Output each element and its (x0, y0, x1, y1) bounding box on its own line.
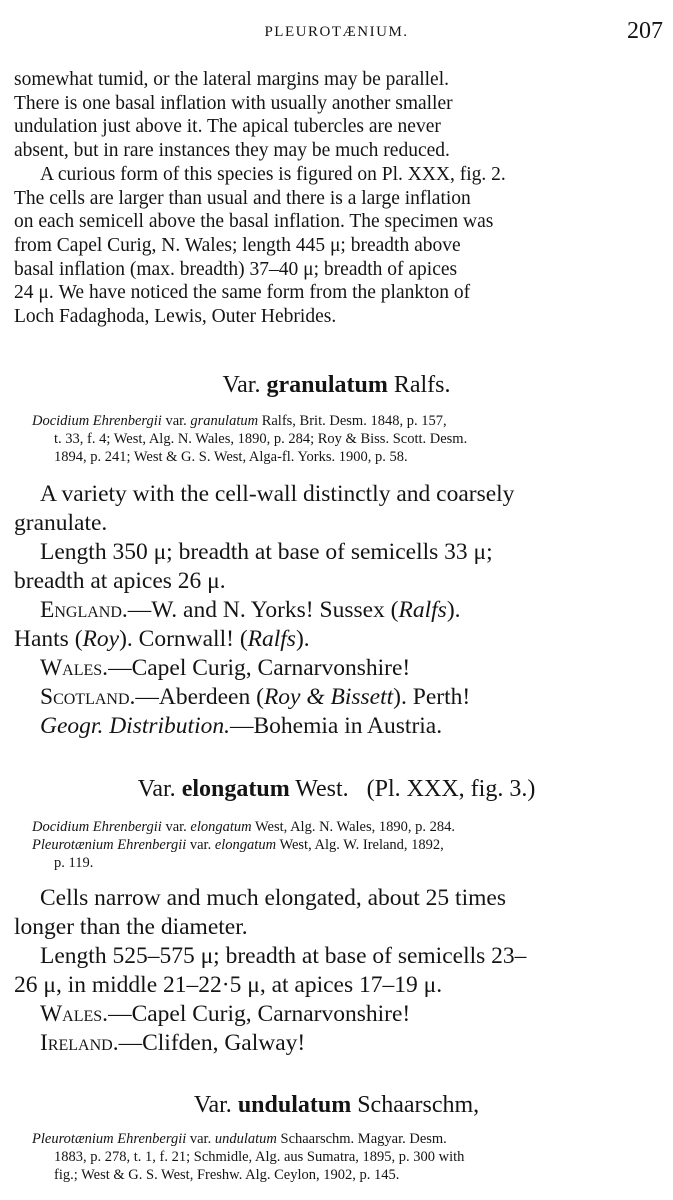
variety-name: granulatum (266, 372, 388, 398)
text-line: The cells are larger than usual and there is a large inflation (14, 187, 471, 209)
variety-prefix: Var. (222, 372, 261, 398)
citation-rest: West, Alg. W. Ireland, 1892, (279, 837, 444, 853)
variety-heading-undulatum (0, 1092, 673, 1119)
citation-epithet: undulatum (214, 1131, 277, 1147)
text-line: longer than the diameter. (14, 914, 248, 940)
citation-rest: Schaarschm. Magyar. Desm. (280, 1131, 447, 1147)
plate-reference: (Pl. XXX, fig. 3.) (366, 776, 536, 802)
geogr-label: Geogr. Distribution. (40, 713, 230, 739)
text-line: A curious form of this species is figured on Pl. XXX, fig. 2. (40, 163, 506, 185)
text-line: There is one basal inflation with usually another smaller (14, 92, 453, 114)
text-line: Loch Fadaghoda, Lewis, Outer Hebrides. (14, 306, 337, 328)
distribution-hants (14, 625, 662, 654)
distribution-text: Hants ( (14, 626, 83, 652)
text-line: 26 μ, in middle 21–22·5 μ, at apices 17–19 μ. (14, 972, 443, 998)
citation-line: 1883, p. 278, t. 1, f. 21; Schmidle, Alg. aus Sumatra, 1895, p. 300 with (54, 1149, 465, 1165)
distribution-text: —W. and N. Yorks! Sussex ( (127, 597, 399, 623)
page-header (0, 18, 673, 50)
citation-line: 1894, p. 241; West & G. S. West, Alga-fl. Yorks. 1900, p. 58. (54, 449, 408, 465)
distribution-geographic (14, 712, 662, 741)
distribution-text: —Aberdeen ( (135, 684, 264, 710)
variety-name: undulatum (237, 1092, 352, 1118)
variety-name: elongatum (181, 776, 290, 802)
citation-epithet: elongatum (190, 819, 252, 835)
distribution-text: ). (295, 626, 310, 652)
collector-name: Roy & Bissett (263, 684, 394, 710)
country-label: Scotland. (40, 684, 136, 710)
text-line: A variety with the cell-wall distinctly and coarsely (40, 481, 515, 507)
citation-undulatum (32, 1130, 662, 1184)
page-number: 207 (627, 18, 663, 44)
citation-line: p. 119. (54, 855, 94, 871)
description-elongatum (14, 884, 662, 1058)
collector-name: Ralfs (398, 597, 447, 623)
citation-genus: Pleurotænium Ehrenbergii (32, 1131, 187, 1147)
citation-epithet: granulatum (190, 413, 259, 429)
distribution-england (14, 596, 662, 625)
citation-line (32, 818, 662, 836)
citation-var: var. (189, 1131, 212, 1147)
variety-author: Schaarschm, (357, 1092, 480, 1118)
text-line: absent, but in rare instances they may be much reduced. (14, 140, 450, 162)
citation-rest: Ralfs, Brit. Desm. 1848, p. 157, (261, 413, 447, 429)
citation-genus: Pleurotænium Ehrenbergii (32, 837, 187, 853)
text-line: Length 525–575 μ; breadth at base of semicells 23– (40, 943, 527, 969)
variety-prefix: Var. (137, 776, 176, 802)
citation-var: var. (189, 837, 212, 853)
distribution-text: ). Perth! (393, 684, 471, 710)
distribution-wales (14, 654, 662, 683)
citation-line (32, 412, 662, 430)
citation-epithet: elongatum (214, 837, 277, 853)
distribution-text: —Capel Curig, Carnarvonshire! (108, 655, 411, 681)
text-line: Length 350 μ; breadth at base of semicells 33 μ; (40, 539, 493, 565)
citation-elongatum (32, 818, 662, 872)
citation-var: var. (165, 413, 187, 429)
country-label: England. (40, 597, 128, 623)
text-line: somewhat tumid, or the lateral margins may be parallel. (14, 69, 450, 90)
text-line: from Capel Curig, N. Wales; length 445 μ; breadth above (14, 234, 461, 256)
running-head: PLEUROTÆNIUM. (264, 24, 409, 40)
text-line: basal inflation (max. breadth) 37–40 μ; breadth of apices (14, 258, 458, 280)
text-line: 24 μ. We have noticed the same form from the plankton of (14, 282, 471, 304)
distribution-ireland (14, 1029, 662, 1058)
citation-granulatum (32, 412, 662, 466)
variety-heading-elongatum (0, 776, 673, 803)
text-line: Cells narrow and much elongated, about 25 times (40, 885, 506, 911)
intro-paragraph (14, 68, 662, 329)
country-label: Ireland. (40, 1030, 119, 1056)
country-label: Wales. (40, 655, 109, 681)
variety-heading-granulatum (0, 372, 673, 399)
citation-var: var. (165, 819, 187, 835)
country-label: Wales. (40, 1001, 109, 1027)
text-line: undulation just above it. The apical tubercles are never (14, 116, 441, 138)
collector-name: Roy (82, 626, 120, 652)
distribution-wales (14, 1000, 662, 1029)
citation-rest: West, Alg. N. Wales, 1890, p. 284. (255, 819, 455, 835)
citation-line (32, 836, 662, 854)
text-line: on each semicell above the basal inflation. The specimen was (14, 211, 494, 233)
citation-genus: Docidium Ehrenbergii (32, 413, 162, 429)
distribution-scotland (14, 683, 662, 712)
citation-line: fig.; West & G. S. West, Freshw. Alg. Ceylon, 1902, p. 145. (54, 1167, 400, 1183)
distribution-text: ). Cornwall! ( (119, 626, 248, 652)
distribution-text: —Bohemia in Austria. (229, 713, 443, 739)
distribution-text: —Clifden, Galway! (118, 1030, 306, 1056)
distribution-text: —Capel Curig, Carnarvonshire! (108, 1001, 411, 1027)
variety-prefix: Var. (193, 1092, 232, 1118)
text-line: breadth at apices 26 μ. (14, 568, 226, 594)
citation-line (32, 1130, 662, 1148)
description-granulatum (14, 480, 662, 741)
text-line: granulate. (14, 510, 108, 536)
citation-line: t. 33, f. 4; West, Alg. N. Wales, 1890, p. 284; Roy & Biss. Scott. Desm. (54, 431, 468, 447)
citation-genus: Docidium Ehrenbergii (32, 819, 162, 835)
variety-author: Ralfs. (393, 372, 451, 398)
variety-author: West. (295, 776, 349, 802)
distribution-text: ). (446, 597, 461, 623)
collector-name: Ralfs (247, 626, 296, 652)
